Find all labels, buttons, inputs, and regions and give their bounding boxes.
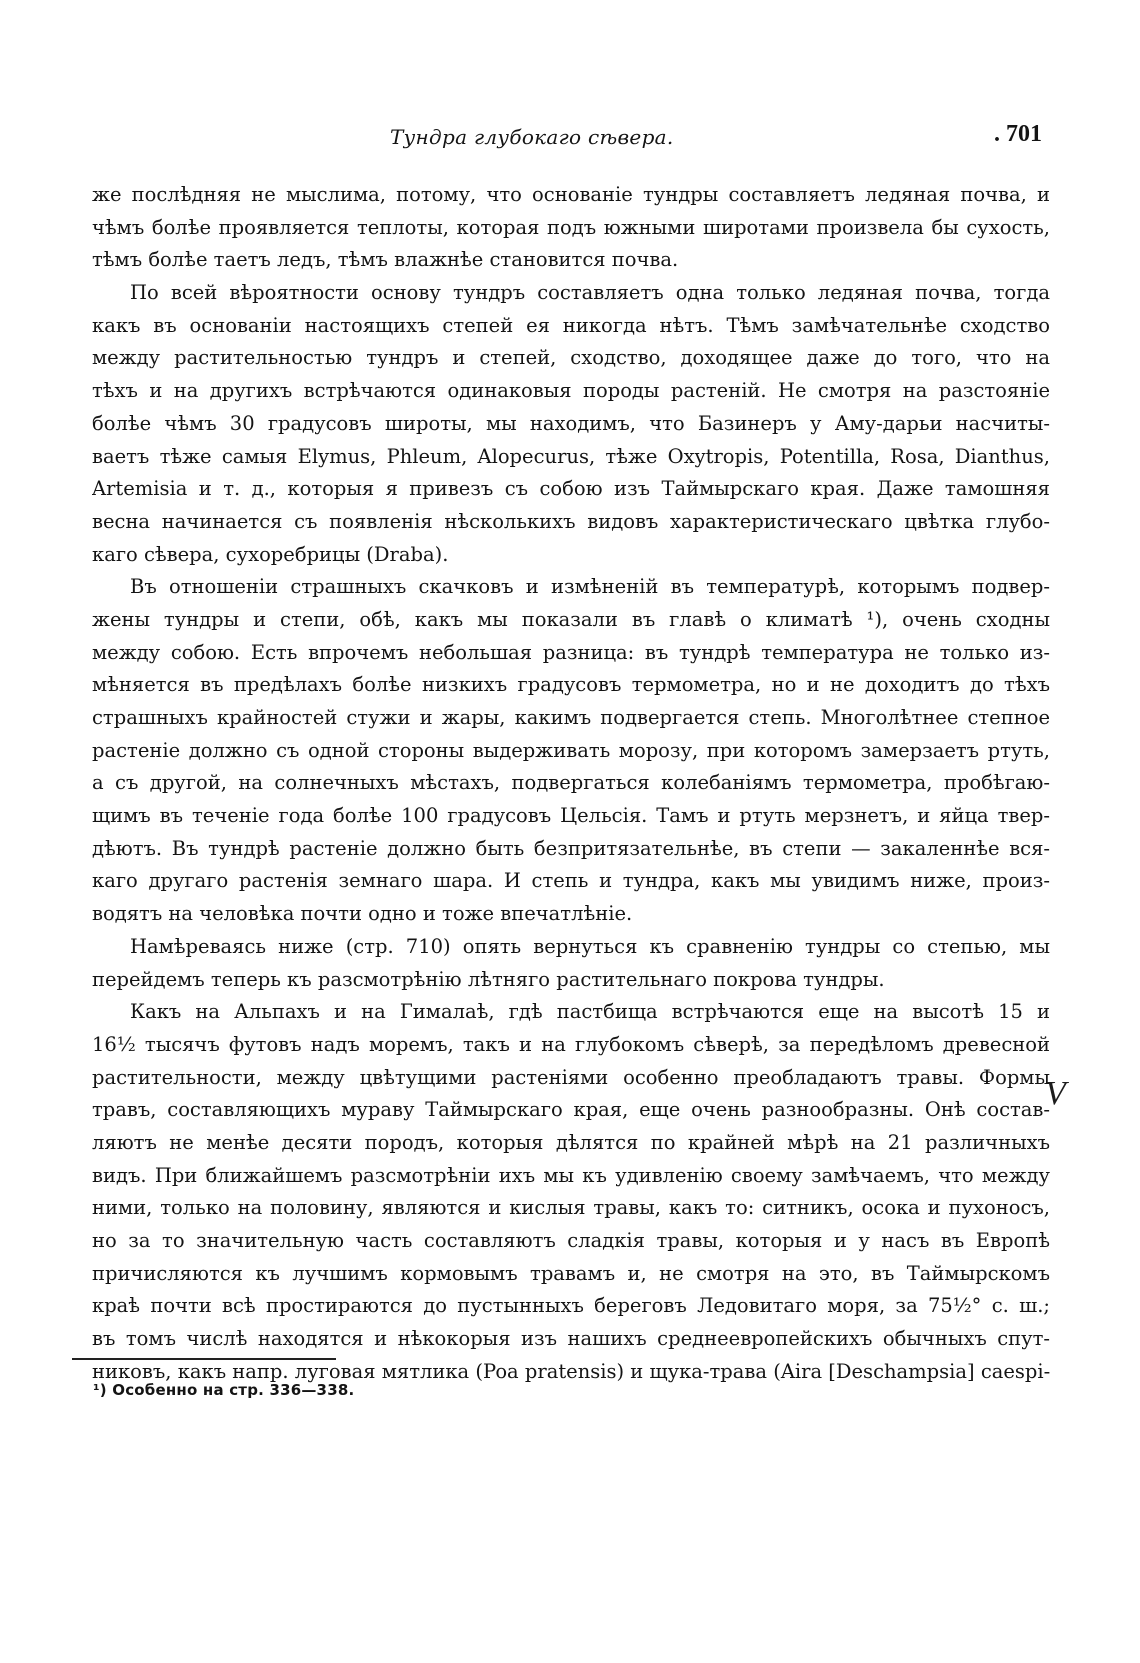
page-number: . 701 — [994, 121, 1042, 147]
text-line: ними, только на половину, являются и кислыя травы, какъ то: ситникъ, осока и пухоносъ, — [92, 1196, 1050, 1220]
text-line: травъ, составляющихъ мураву Таймырскаго края, еще очень разнообразны. Онѣ состав- — [92, 1098, 1050, 1122]
text-line: мѣняется въ предѣлахъ болѣе низкихъ градусовъ термометра, но и не доходитъ до тѣхъ — [92, 673, 1050, 697]
text-line: Artemisia и т. д., которыя я привезъ съ собою изъ Таймырскаго края. Даже тамошняя — [92, 477, 1050, 501]
text-line: между растительностью тундръ и степей, сходство, доходящее даже до того, что на — [92, 346, 1050, 370]
text-line: же послѣдняя не мыслима, потому, что основаніе тундры составляетъ ледяная почва, и — [92, 183, 1050, 206]
text-line: По всей вѣроятности основу тундръ составляетъ одна только ледяная почва, тогда — [130, 281, 1050, 305]
text-line: видъ. При ближайшемъ разсмотрѣніи ихъ мы къ удивленію своему замѣчаемъ, что между — [92, 1163, 1050, 1187]
text-line: каго сѣвера, сухоребрицы (Draba). — [92, 542, 449, 566]
text-line: но за то значительную часть составляютъ сладкія травы, которыя и у насъ въ Европѣ — [92, 1229, 1050, 1252]
footnote: ¹) Особенно на стр. 336—338. — [93, 1381, 355, 1399]
text-line: 16½ тысячъ футовъ надъ моремъ, такъ и на глубокомъ сѣверѣ, за передѣломъ древесной — [92, 1032, 1050, 1056]
text-line: Въ отношеніи страшныхъ скачковъ и измѣненій въ температурѣ, которымъ подвер- — [130, 575, 1050, 599]
text-line: между собою. Есть впрочемъ небольшая разница: въ тундрѣ температура не только из- — [92, 640, 1050, 664]
text-line: Намѣреваясь ниже (стр. 710) опять вернуться къ сравненію тундры со степью, мы — [130, 934, 1050, 958]
text-line: ваетъ тѣже самыя Elymus, Phleum, Alopecurus, тѣже Oxytropis, Potentilla, Rosa, Dianthus, — [92, 444, 1050, 468]
text-line: чѣмъ болѣе проявляется теплоты, которая подъ южными широтами произвела бы сухость, — [92, 215, 1050, 239]
paragraph — [92, 179, 1050, 277]
text-line: никовъ, какъ напр. луговая мятлика (Poa pratensis) и щука-трава (Aira [Deschampsia] caespi- — [92, 1359, 1050, 1383]
text-line: ляютъ не менѣе десяти породъ, которыя дѣлятся по крайней мѣрѣ на 21 различныхъ — [92, 1130, 1050, 1154]
paragraph — [92, 277, 1050, 571]
text-line: а съ другой, на солнечныхъ мѣстахъ, подвергаться колебаніямъ термометра, пробѣгаю- — [92, 771, 1050, 795]
text-line: страшныхъ крайностей стужи и жары, какимъ подвергается степь. Многолѣтнее степное — [92, 706, 1050, 729]
text-line: въ томъ числѣ находятся и нѣкокорыя изъ нашихъ среднеевропейскихъ обычныхъ спут- — [92, 1327, 1050, 1351]
text-line: весна начинается съ появленія нѣсколькихъ видовъ характеристическаго цвѣтка глубо- — [92, 509, 1050, 533]
text-line: тѣмъ болѣе таетъ ледъ, тѣмъ влажнѣе становится почва. — [92, 248, 679, 272]
text-line: какъ въ основаніи настоящихъ степей ея никогда нѣтъ. Тѣмъ замѣчательнѣе сходство — [92, 313, 1050, 337]
paragraph — [92, 996, 1050, 1388]
text-line: болѣе чѣмъ 30 градусовъ широты, мы находимъ, что Базинеръ у Аму-дарьи насчиты- — [92, 411, 1050, 435]
text-line: Какъ на Альпахъ и на Гималаѣ, гдѣ пастбища встрѣчаются еще на высотѣ 15 и — [130, 1000, 1050, 1024]
text-line: причисляются къ лучшимъ кормовымъ травамъ и, не смотря на это, въ Таймырскомъ — [92, 1261, 1050, 1285]
text-line: каго другаго растенія земнаго шара. И степь и тундра, какъ мы увидимъ ниже, произ- — [92, 869, 1050, 893]
text-line: тѣхъ и на другихъ встрѣчаются одинаковыя породы растеній. Не смотря на разстояніе — [92, 379, 1050, 403]
text-line: жены тундры и степи, обѣ, какъ мы показали въ главѣ о климатѣ ¹), очень сходны — [92, 607, 1050, 631]
text-line: щимъ въ теченіе года болѣе 100 градусовъ Цельсія. Тамъ и ртуть мерзнетъ, и яйца твер- — [92, 804, 1050, 828]
running-head: Тундра глубокаго сѣвера. — [390, 125, 674, 149]
paragraph — [92, 571, 1050, 931]
text-line: перейдемъ теперь къ разсмотрѣнію лѣтняго растительнаго покрова тундры. — [92, 967, 885, 991]
text-line: дѣютъ. Въ тундрѣ растеніе должно быть безпритязательнѣе, въ степи — закаленнѣе вся- — [92, 836, 1050, 860]
footnote-divider — [72, 1358, 336, 1360]
text-line: растеніе должно съ одной стороны выдерживать морозу, при которомъ замерзаетъ ртуть, — [92, 738, 1050, 762]
margin-pencil-mark: V — [1045, 1075, 1066, 1112]
text-line: растительности, между цвѣтущими растеніями особенно преобладаютъ травы. Формы — [92, 1065, 1050, 1089]
text-line: водятъ на человѣка почти одно и тоже впечатлѣніе. — [92, 902, 633, 926]
page-header — [90, 121, 1050, 155]
body-text — [92, 179, 1050, 1388]
paragraph — [92, 931, 1050, 996]
text-line: краѣ почти всѣ простираются до пустынныхъ береговъ Ледовитаго моря, за 75½° с. ш.; — [92, 1294, 1050, 1318]
